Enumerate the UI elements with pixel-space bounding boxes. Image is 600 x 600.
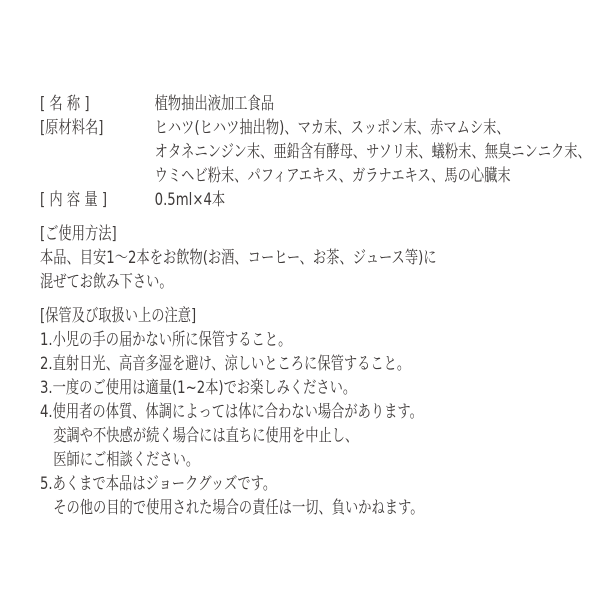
precaution-item-4: 4.使用者の体質、体調によっては体に合わない場合があります。 [40,402,423,422]
usage-line-2: 混ぜてお飲み下さい。 [40,272,173,292]
usage-heading: [ご使用方法] [40,224,117,244]
precaution-item-1: 1.小児の手の届かない所に保管すること。 [40,330,292,350]
precaution-item-4-continuation-1: 変調や不快感が続く場合には直ちに使用を中止し、 [53,426,359,446]
spec-label-volume: [ 内 容 量 ] [40,190,107,210]
spec-label-ingredients: [原材料名] [40,118,104,138]
spec-row-ingredients [40,116,591,188]
spec-value-name: 植物抽出液加工食品 [154,94,274,114]
ingredients-line-1: ヒハツ(ヒハツ抽出物)、マカ末、スッポン末、赤マムシ末、 [154,118,510,138]
precaution-item-5-continuation-1: その他の目的で使用された場合の責任は一切、負いかねます。 [53,498,424,518]
precaution-item-3: 3.一度のご使用は適量(1~2本)でお楽しみください。 [40,378,357,398]
spec-value-volume: 0.5ml×4本 [154,190,226,210]
spec-row-name [40,92,461,116]
ingredients-line-2: オタネニンジン末、亜鉛含有酵母、サソリ末、蟻粉末、無臭ニンニク末、 [154,142,591,162]
usage-section [40,222,580,294]
precaution-item-4-continuation-2: 医師にご相談ください。 [53,450,200,470]
precaution-item-2: 2.直射日光、高音多湿を避け、涼しいところに保管すること。 [40,354,411,374]
ingredients-line-3: ウミヘビ粉末、パフィアエキス、ガラナエキス、馬の心臓末 [154,166,511,186]
spec-row-volume [40,188,461,212]
spec-label-name: [ 名 称 ] [40,94,90,114]
product-spec-table [40,92,591,212]
precautions-heading: [保管及び取扱い上の注意] [40,306,197,326]
usage-line-1: 本品、目安1〜2本をお飲物(お酒、コーヒー、お茶、ジュース等)に [40,248,437,268]
precautions-section [40,304,580,520]
spec-value-ingredients [155,116,591,188]
precaution-item-5: 5.あくまで本品はジョークグッズです。 [40,474,277,494]
